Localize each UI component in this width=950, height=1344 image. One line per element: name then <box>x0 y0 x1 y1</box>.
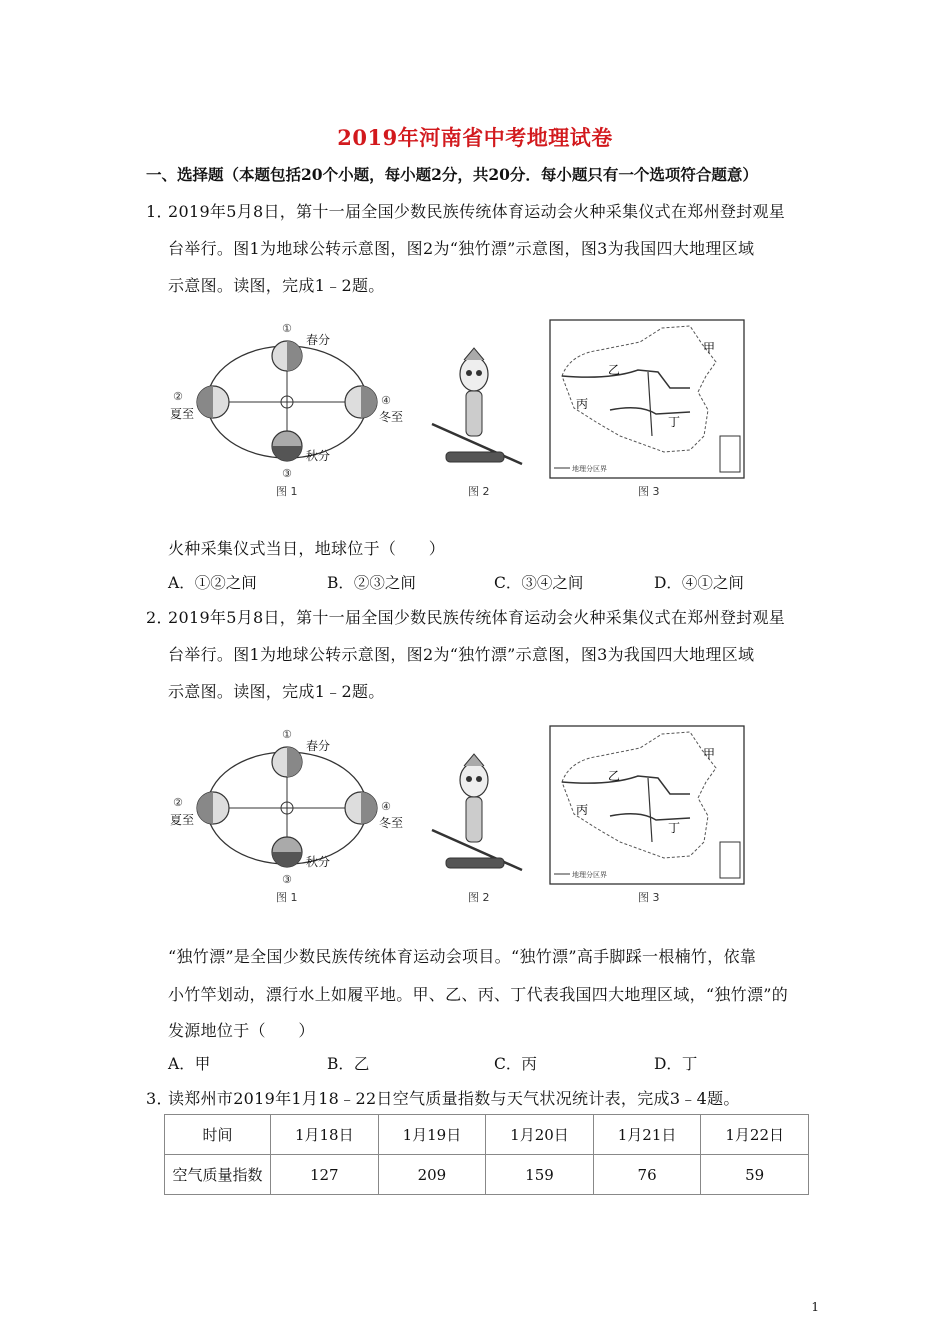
table-row <box>165 1115 809 1155</box>
fig1-label-summer: 夏至 <box>170 407 195 421</box>
q1-stem-line-2: 台举行。图1为地球公转示意图，图2为“独竹漂”示意图，图3为我国四大地理区域 <box>168 239 755 258</box>
fig1-orbit-diagram <box>170 728 403 904</box>
fig3-caption: 图 3 <box>638 891 660 904</box>
q2-stem-line-3: 示意图。读图，完成1﹣2题。 <box>168 682 385 701</box>
fig1-label-p2: ② <box>173 796 183 809</box>
q2-question-line-3: 发源地位于（ ） <box>168 1021 315 1040</box>
section-heading: 一、选择题（本题包括20个小题，每小题2分，共20分．每小题只有一个选项符合题意） <box>146 165 758 184</box>
page-title: 2019年河南省中考地理试卷 <box>337 125 613 150</box>
table-cell: 209 <box>378 1155 486 1195</box>
fig3-china-map <box>550 320 744 498</box>
fig3-region-jia: 甲 <box>703 341 716 355</box>
fig3-region-yi: 乙 <box>608 769 621 783</box>
fig2-bamboo-rafting <box>432 754 522 904</box>
fig1-label-autumn: 秋分 <box>306 855 331 869</box>
page-number: 1 <box>811 1300 819 1314</box>
table-cell: 127 <box>271 1155 379 1195</box>
q2-question-line-1: “独竹漂”是全国少数民族传统体育运动会项目。“独竹漂”高手脚踩一根楠竹，依靠 <box>168 947 757 966</box>
table-cell: 159 <box>486 1155 594 1195</box>
q2-option-d[interactable]: D．丁 <box>654 1055 698 1073</box>
q2-question-line-2: 小竹竿划动，漂行水上如履平地。甲、乙、丙、丁代表我国四大地理区域，“独竹漂”的 <box>168 985 789 1004</box>
fig1-orbit-diagram <box>170 322 403 498</box>
q2-stem-line-1: 2019年5月8日，第十一届全国少数民族传统体育运动会火种采集仪式在郑州登封观星 <box>168 608 786 627</box>
fig1-label-p1: ① <box>282 728 292 741</box>
table-header-cell: 1月18日 <box>271 1115 379 1155</box>
fig1-label-spring: 春分 <box>306 333 331 347</box>
table-header-cell: 1月21日 <box>593 1115 701 1155</box>
fig2-bamboo-rafting <box>432 348 522 498</box>
q1-stem-line-3: 示意图。读图，完成1﹣2题。 <box>168 276 385 295</box>
q2-option-b[interactable]: B．乙 <box>327 1055 370 1073</box>
fig1-caption: 图 1 <box>276 891 298 904</box>
fig1-label-winter: 冬至 <box>379 816 404 830</box>
fig1-label-spring: 春分 <box>306 739 331 753</box>
fig1-label-p2: ② <box>173 390 183 403</box>
fig3-caption: 图 3 <box>638 485 660 498</box>
q1-stem-line-1: 2019年5月8日，第十一届全国少数民族传统体育运动会火种采集仪式在郑州登封观星 <box>168 202 786 221</box>
fig3-region-bing: 丙 <box>576 397 589 411</box>
table-cell: 76 <box>593 1155 701 1195</box>
fig1-label-winter: 冬至 <box>379 410 404 424</box>
q1-option-c[interactable]: C．③④之间 <box>494 574 584 592</box>
fig2-caption: 图 2 <box>468 891 490 904</box>
figure-block-2 <box>170 724 750 906</box>
fig3-legend: 地理分区界 <box>572 465 607 473</box>
fig3-region-ding: 丁 <box>668 821 681 835</box>
fig1-label-p4: ④ <box>381 394 391 407</box>
q1-option-d[interactable]: D．④①之间 <box>654 574 744 592</box>
table-header-cell: 时间 <box>165 1115 271 1155</box>
q1-question: 火种采集仪式当日，地球位于（ ） <box>168 539 446 558</box>
q1-number: 1． <box>146 202 173 221</box>
fig1-label-p4: ④ <box>381 800 391 813</box>
fig1-caption: 图 1 <box>276 485 298 498</box>
q3-stem: 读郑州市2019年1月18﹣22日空气质量指数与天气状况统计表，完成3﹣4题。 <box>168 1089 740 1108</box>
q2-option-a[interactable]: A．甲 <box>168 1055 211 1073</box>
figure-block-1 <box>170 318 750 500</box>
fig3-region-yi: 乙 <box>608 363 621 377</box>
fig1-label-p1: ① <box>282 322 292 335</box>
q2-number: 2． <box>146 608 173 627</box>
table-header-cell: 1月22日 <box>701 1115 809 1155</box>
q3-number: 3． <box>146 1089 173 1108</box>
q1-option-b[interactable]: B．②③之间 <box>327 574 416 592</box>
fig3-region-jia: 甲 <box>703 747 716 761</box>
table-row-label: 空气质量指数 <box>165 1155 271 1195</box>
q2-stem-line-2: 台举行。图1为地球公转示意图，图2为“独竹漂”示意图，图3为我国四大地理区域 <box>168 645 755 664</box>
table-header-cell: 1月20日 <box>486 1115 594 1155</box>
table-header-cell: 1月19日 <box>378 1115 486 1155</box>
table-row <box>165 1155 809 1195</box>
q2-option-c[interactable]: C．丙 <box>494 1055 537 1073</box>
fig1-label-autumn: 秋分 <box>306 449 331 463</box>
fig2-caption: 图 2 <box>468 485 490 498</box>
aqi-table <box>164 1114 809 1195</box>
fig3-region-bing: 丙 <box>576 803 589 817</box>
fig1-label-p3: ③ <box>282 467 292 480</box>
fig3-region-ding: 丁 <box>668 415 681 429</box>
q1-option-a[interactable]: A．①②之间 <box>168 574 257 592</box>
fig1-label-summer: 夏至 <box>170 813 195 827</box>
fig3-legend: 地理分区界 <box>572 871 607 879</box>
table-cell: 59 <box>701 1155 809 1195</box>
fig1-label-p3: ③ <box>282 873 292 886</box>
fig3-china-map <box>550 726 744 904</box>
